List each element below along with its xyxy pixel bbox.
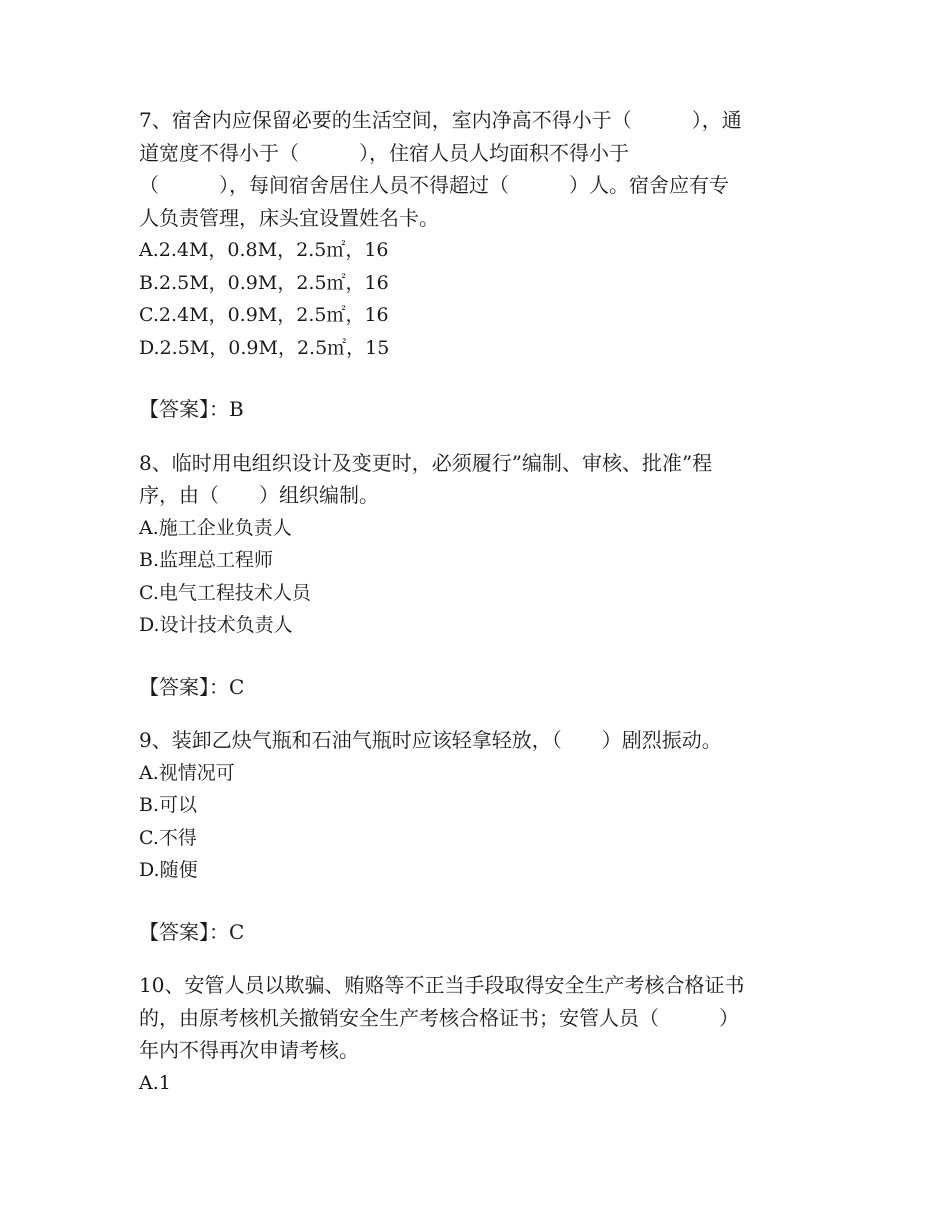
question-10 — [139, 969, 811, 1099]
question-text-line: 10、安管人员以欺骗、贿赂等不正当手段取得安全生产考核合格证书 — [139, 973, 745, 997]
option-a: A.视情况可 — [139, 761, 235, 784]
document-page — [139, 104, 811, 1099]
question-9 — [139, 724, 811, 948]
answer-label: 【答案】：C — [139, 674, 245, 699]
question-text-line: 8、临时用电组织设计及变更时，必须履行”编制、审核、批准”程 — [139, 450, 713, 475]
option-c: C.电气工程技术人员 — [139, 581, 311, 604]
option-a: A.施工企业负责人 — [139, 516, 292, 539]
answer-label: 【答案】：B — [139, 397, 244, 421]
question-8 — [139, 447, 811, 704]
option-b: B.监理总工程师 — [139, 549, 274, 571]
question-text-line: 9、装卸乙炔气瓶和石油气瓶时应该轻拿轻放，（ ）剧烈振动。 — [139, 728, 722, 752]
question-text-line: 7、宿舍内应保留必要的生活空间，室内净高不得小于（ ），通 — [139, 108, 742, 132]
option-d: D.2.5M，0.9M，2.5㎡，15 — [139, 336, 390, 359]
option-c: C.不得 — [139, 826, 197, 849]
question-7 — [139, 104, 811, 426]
option-c: C.2.4M，0.9M，2.5㎡，16 — [139, 304, 389, 326]
question-text-line: （ ），每间宿舍居住人员不得超过（ ）人。宿舍应有专 — [139, 173, 729, 197]
question-text-line: 序，由（ ）组织编制。 — [139, 483, 379, 507]
option-d: D.设计技术负责人 — [139, 614, 293, 636]
question-text-line: 的，由原考核机关撤销安全生产考核合格证书；安管人员（ ） — [139, 1005, 739, 1030]
option-b: B.2.5M，0.9M，2.5㎡，16 — [139, 271, 389, 294]
option-a: A.1 — [139, 1071, 171, 1094]
question-text-line: 人负责管理，床头宜设置姓名卡。 — [139, 205, 439, 230]
question-text-line: 道宽度不得小于（ ），住宿人员人均面积不得小于 — [139, 140, 629, 165]
option-a: A.2.4M，0.8M，2.5㎡，16 — [139, 239, 389, 261]
option-b: B.可以 — [139, 794, 198, 816]
answer-label: 【答案】：C — [139, 919, 245, 944]
question-text-line: 年内不得再次申请考核。 — [139, 1038, 359, 1062]
option-d: D.随便 — [139, 859, 198, 881]
